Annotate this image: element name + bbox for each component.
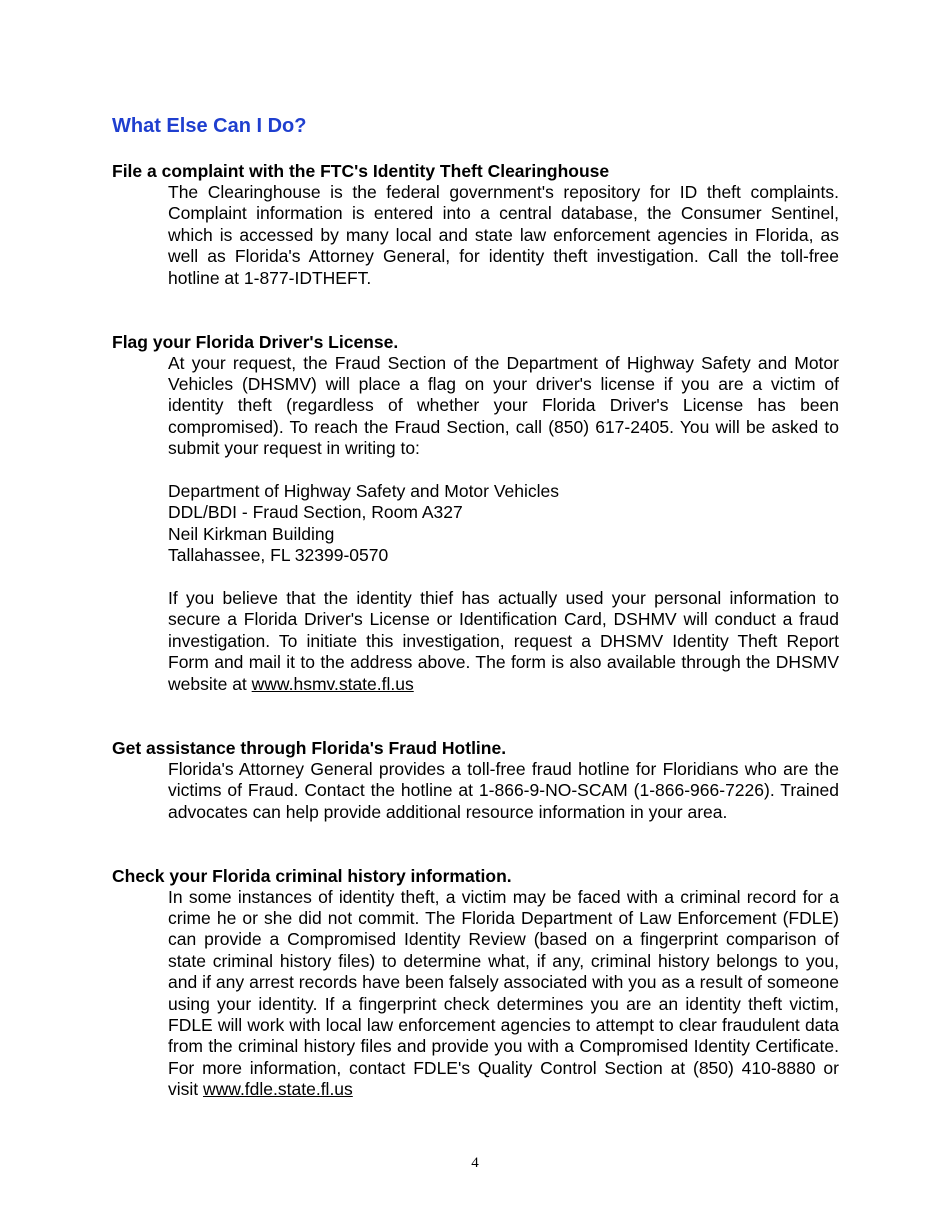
paragraph: The Clearinghouse is the federal government's repository for ID theft complaints. Complaint information is entered into a central database, the Consumer Sentinel, which is accessed by many local and state law enforcement agencies in Florida, as well as Florida's Attorney General, for identity theft investigation. Call the toll-free hotline at 1-877-IDTHEFT. bbox=[168, 182, 839, 288]
section-gap bbox=[112, 823, 839, 866]
fdle-website-link[interactable]: www.fdle.state.fl.us bbox=[203, 1079, 353, 1100]
paragraph: At your request, the Fraud Section of the Department of Highway Safety and Motor Vehicles (DHSMV) will place a flag on your driver's license if you are a victim of identity theft (regardless of whether your Florida Driver's License has been compromised). To reach the Fraud Section, call (850) 617-2405. You will be asked to submit your request in writing to: bbox=[168, 352, 839, 459]
dhsmv-website-link[interactable]: www.hsmv.state.fl.us bbox=[251, 673, 414, 694]
address-line: Department of Highway Safety and Motor Vehicles bbox=[168, 481, 560, 502]
paragraph-text: If you believe that the identity thief has actually used your personal information to secure a Florida Driver's License or Identification Card, DSHMV will conduct a fraud investigation. To initiate this investigation, request a DHSMV Identity Theft Report Form and mail it to the address above. The form is also available through the DHSMV website at bbox=[168, 588, 839, 694]
section-criminal-history bbox=[112, 866, 839, 1101]
section-drivers-license-flag bbox=[112, 332, 839, 695]
paragraph bbox=[168, 588, 839, 695]
section-body bbox=[168, 353, 839, 695]
paragraph-gap bbox=[168, 567, 839, 588]
section-heading: Flag your Florida Driver's License. bbox=[112, 331, 399, 352]
paragraph bbox=[168, 887, 839, 1101]
section-heading: Check your Florida criminal history information. bbox=[112, 865, 512, 886]
address-line: Neil Kirkman Building bbox=[168, 523, 335, 544]
section-body bbox=[168, 182, 839, 289]
paragraph: Florida's Attorney General provides a toll-free fraud hotline for Floridians who are the victims of Fraud. Contact the hotline at 1-866-9-NO-SCAM (1-866-966-7226). Trained advocates can help provide additional resource information in your area. bbox=[168, 758, 839, 822]
address-line: DDL/BDI - Fraud Section, Room A327 bbox=[168, 502, 463, 523]
mailing-address bbox=[168, 481, 839, 567]
paragraph-gap bbox=[168, 460, 839, 481]
section-fraud-hotline bbox=[112, 738, 839, 823]
page-title: What Else Can I Do? bbox=[112, 115, 307, 137]
section-gap bbox=[112, 289, 839, 332]
paragraph-text: In some instances of identity theft, a victim may be faced with a criminal record for a crime he or she did not commit. The Florida Department of Law Enforcement (FDLE) can provide a Compromised Identity Review (based on a fingerprint comparison of state criminal history files) to determine what, if any, criminal history belongs to you, and if any arrest records have been falsely associated with you as a result of someone using your identity. If a fingerprint check determines you are an identity theft victim, FDLE will work with local law enforcement agencies to attempt to clear fraudulent data from the criminal history files and provide you with a Compromised Identity Certificate. For more information, contact FDLE's Quality Control Section at (850) 410-8880 or visit bbox=[168, 886, 839, 1100]
page-number: 4 bbox=[471, 1155, 479, 1171]
section-ftc-clearinghouse bbox=[112, 161, 839, 289]
section-body bbox=[168, 759, 839, 823]
section-heading: Get assistance through Florida's Fraud Hotline. bbox=[112, 737, 507, 758]
address-line: Tallahassee, FL 32399-0570 bbox=[168, 545, 389, 566]
section-body bbox=[168, 887, 839, 1101]
section-gap bbox=[112, 695, 839, 738]
section-heading: File a complaint with the FTC's Identity Theft Clearinghouse bbox=[112, 161, 610, 181]
document-page bbox=[112, 112, 839, 1101]
